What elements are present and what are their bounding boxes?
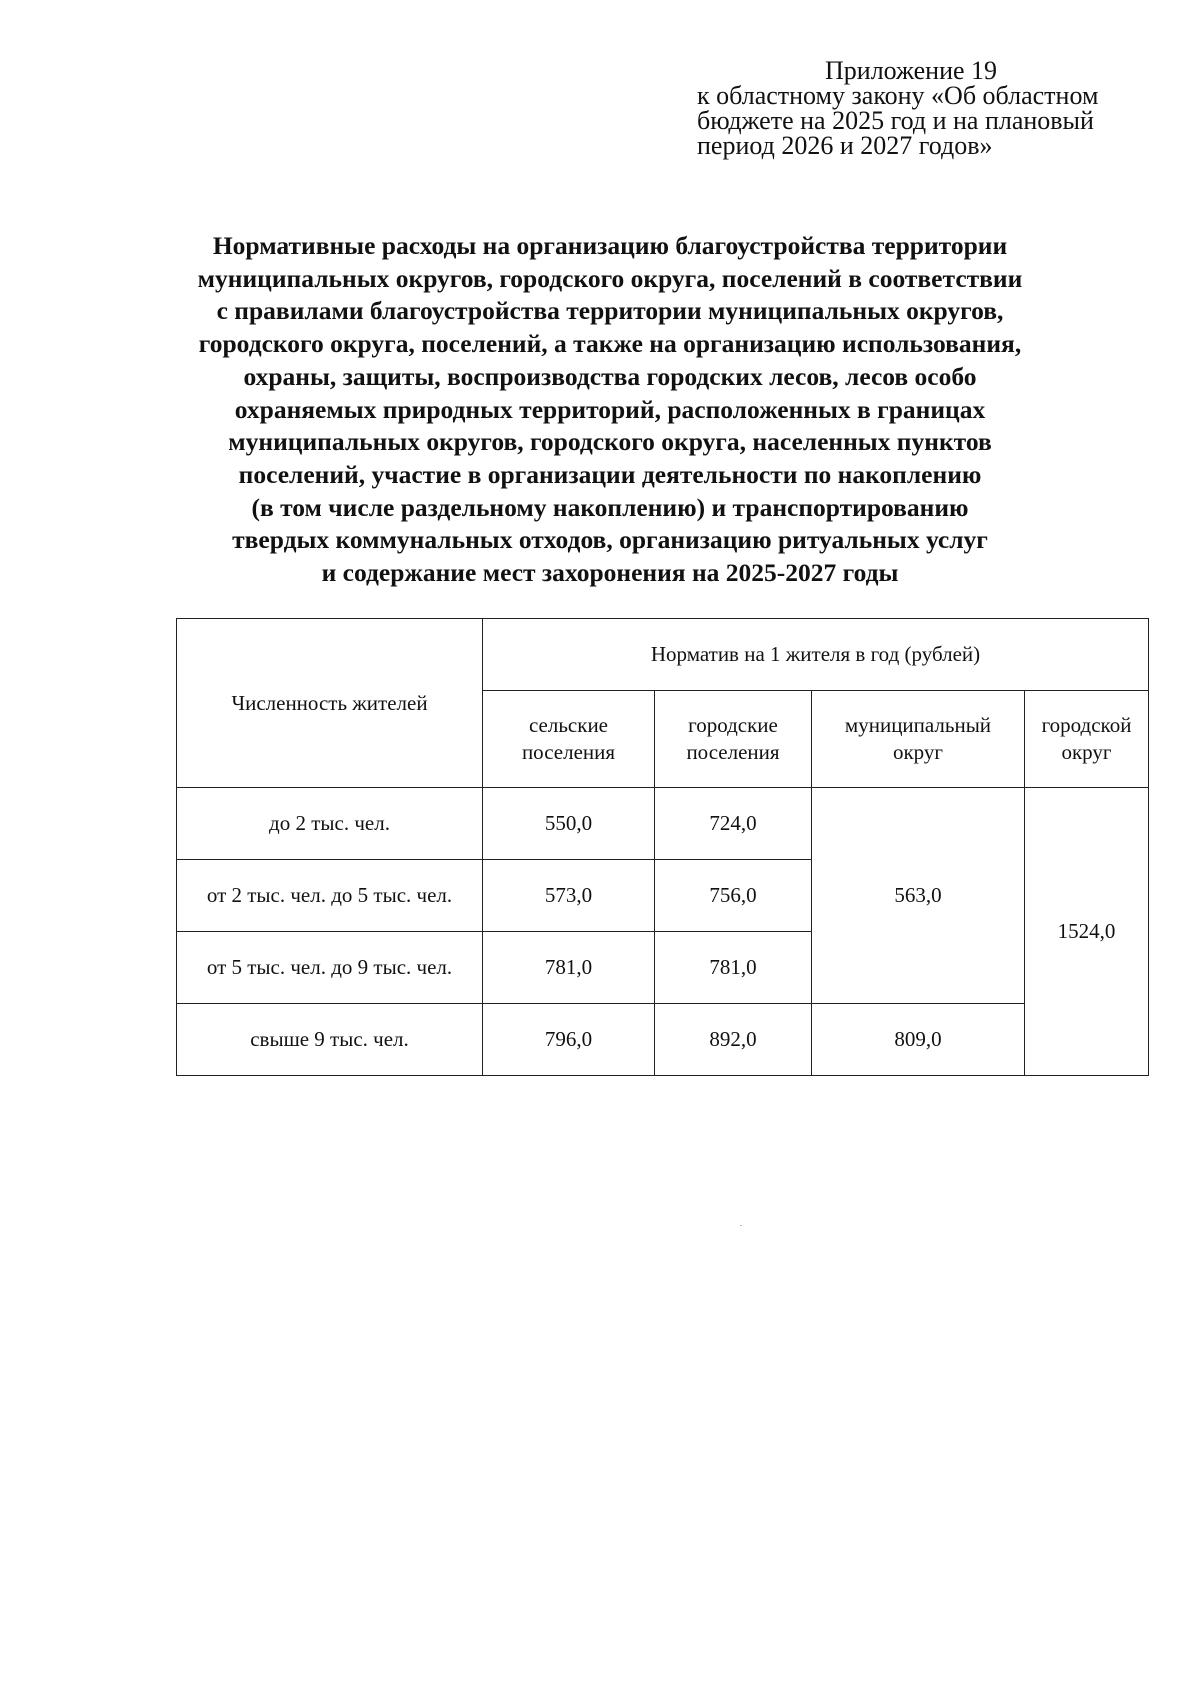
title-line: поселений, участие в организации деятельности по накоплению xyxy=(238,459,982,489)
title-line: (в том числе раздельному накоплению) и транспортированию xyxy=(251,492,969,522)
urban-value-cell: 892,0 xyxy=(655,1004,812,1076)
appendix-law-line-1: к областному закону «Об областном xyxy=(697,81,1099,110)
urban-value-cell: 781,0 xyxy=(655,932,812,1004)
header-text: муниципальный xyxy=(844,713,992,737)
urban-value-cell: 724,0 xyxy=(655,788,812,860)
population-cell: до 2 тыс. чел. xyxy=(177,788,483,860)
title-line: муниципальных округов, городского округа, поселений в соответствии xyxy=(197,263,1023,293)
header-text: городские xyxy=(688,713,778,737)
header-text: округ xyxy=(1061,740,1112,764)
municipal-merged-cell: 563,0 xyxy=(812,788,1025,1004)
norm-group-header: Норматив на 1 жителя в год (рублей) xyxy=(483,619,1149,691)
table-row xyxy=(177,1004,1149,1076)
rural-settlements-header xyxy=(483,691,655,788)
document-title xyxy=(170,230,1050,590)
population-header: Численность жителей xyxy=(177,619,483,788)
scan-dot xyxy=(740,1225,742,1226)
rural-value-cell: 550,0 xyxy=(483,788,655,860)
city-merged-cell: 1524,0 xyxy=(1025,788,1149,1076)
title-line: охраны, защиты, воспроизводства городских лесов, лесов особо xyxy=(243,361,977,391)
appendix-header xyxy=(697,58,1098,158)
appendix-number: Приложение 19 xyxy=(825,56,998,85)
rural-value-cell: 781,0 xyxy=(483,932,655,1004)
municipal-district-header xyxy=(812,691,1025,788)
urban-settlements-header xyxy=(655,691,812,788)
header-text: округ xyxy=(892,740,944,764)
header-text: сельские xyxy=(528,713,609,737)
urban-value-cell: 756,0 xyxy=(655,860,812,932)
title-line: с правилами благоустройства территории муниципальных округов, xyxy=(216,296,1004,326)
population-cell: от 5 тыс. чел. до 9 тыс. чел. xyxy=(177,932,483,1004)
table-row xyxy=(177,788,1149,860)
header-text: городской xyxy=(1041,713,1132,737)
rural-value-cell: 796,0 xyxy=(483,1004,655,1076)
title-line: и содержание мест захоронения на 2025-2027 годы xyxy=(321,558,899,588)
title-line: муниципальных округов, городского округа, населенных пунктов xyxy=(228,427,992,457)
population-cell: от 2 тыс. чел. до 5 тыс. чел. xyxy=(177,860,483,932)
title-line: твердых коммунальных отходов, организацию ритуальных услуг xyxy=(232,525,988,555)
header-text: поселения xyxy=(686,740,780,764)
city-district-header xyxy=(1025,691,1149,788)
title-line: охраняемых природных территорий, расположенных в границах xyxy=(234,394,986,424)
municipal-value-cell: 809,0 xyxy=(812,1004,1025,1076)
title-line: городского округа, поселений, а также на организацию использования, xyxy=(198,329,1022,359)
table-header-row xyxy=(177,619,1149,691)
title-line: Нормативные расходы на организацию благоустройства территории xyxy=(212,231,1008,260)
header-text: поселения xyxy=(521,740,616,764)
population-cell: свыше 9 тыс. чел. xyxy=(177,1004,483,1076)
appendix-law-line-3: период 2026 и 2027 годов» xyxy=(697,131,993,160)
rural-value-cell: 573,0 xyxy=(483,860,655,932)
appendix-law-line-2: бюджете на 2025 год и на плановый xyxy=(697,106,1094,135)
norms-table xyxy=(176,618,1149,1076)
